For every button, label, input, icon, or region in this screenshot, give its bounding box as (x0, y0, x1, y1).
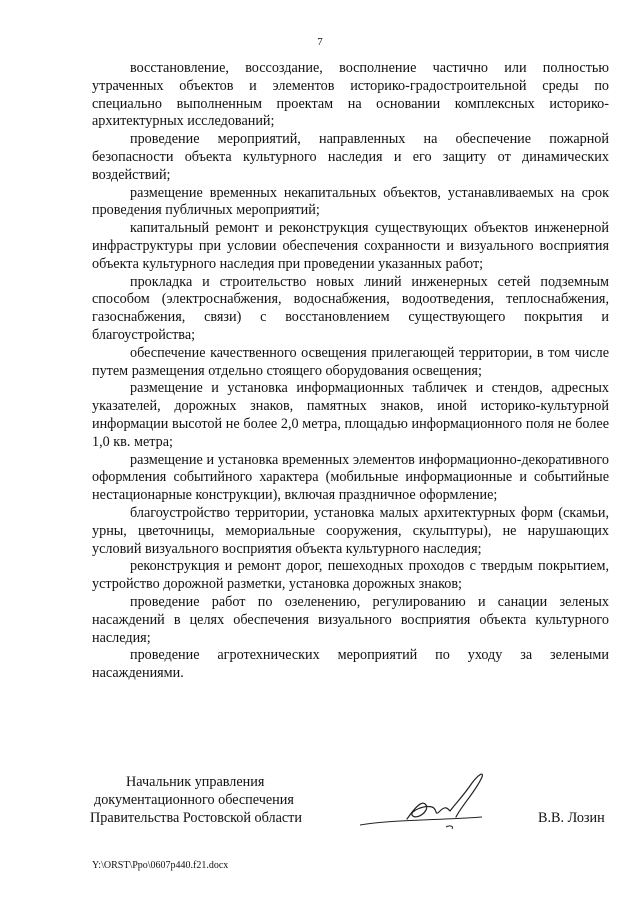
paragraph-temporary-decoration: размещение и установка временных элементов информационно-декоративного оформления событийного характера (мобильные информационные и событийные нестационарные конструкции), включая праздничное оформление; (92, 451, 609, 504)
paragraph-road-repair: реконструкция и ремонт дорог, пешеходных проходов с твердым покрытием, устройство дорожной разметки, установка дорожных знаков; (92, 558, 609, 593)
position-line-3: Правительства Ростовской области (90, 810, 302, 826)
paragraph-fire-safety: проведение мероприятий, направленных на обеспечение пожарной безопасности объекта культурного наследия и его защиту от динамических воздействий; (92, 131, 609, 183)
position-line-2: документационного обеспечения (94, 792, 294, 808)
paragraph-greening: проведение работ по озеленению, регулированию и санации зеленых насаждений в целях обеспечения визуального восприятия объекта культурного наследия; (92, 593, 609, 646)
paragraph-restoration: восстановление, воссоздание, восполнение частично или полностью утраченных объектов и элементов историко-градостроительной среды по специально выполненным проектам на основании комплексных историко-архитектурных исследований; (92, 60, 609, 130)
paragraph-information-signs: размещение и установка информационных табличек и стендов, адресных указателей, дорожных знаков, памятных знаков, иной историко-культурной информации высотой не более 2,0 метра, площадью информационного поля не более 1,0 кв. метра; (92, 380, 609, 450)
paragraph-agrotechnical: проведение агротехнических мероприятий по уходу за зелеными насаждениями. (92, 647, 609, 682)
file-path: Y:\ORST\Ppo\0607p440.f21.docx (92, 860, 229, 871)
page-number: 7 (317, 36, 323, 48)
signer-name: В.В. Лозин (538, 810, 605, 826)
handwritten-signature (352, 765, 502, 840)
paragraph-underground-networks: прокладка и строительство новых линий инженерных сетей подземным способом (электроснабжения, водоснабжения, водоотведения, теплоснабжения, газоснабжения, связи) с восстановлением существующего покрытия и благоустройства; (92, 273, 609, 343)
paragraph-temporary-objects: размещение временных некапитальных объектов, устанавливаемых на срок проведения публичных мероприятий; (92, 184, 609, 219)
signatory-position (90, 773, 302, 827)
paragraph-lighting: обеспечение качественного освещения прилегающей территории, в том числе путем размещения отдельно стоящего оборудования освещения; (92, 344, 609, 379)
paragraph-infrastructure-repair: капитальный ремонт и реконструкция существующих объектов инженерной инфраструктуры при условии обеспечения сохранности и визуального восприятия объекта культурного наследия при проведении указанных работ; (92, 220, 609, 272)
paragraph-landscaping: благоустройство территории, установка малых архитектурных форм (скамьи, урны, цветочницы, мемориальные сооружения, скульптуры), не нарушающих условий визуального восприятия объекта культурного наследия; (92, 504, 609, 557)
position-line-1: Начальник управления (126, 774, 265, 790)
document-body (92, 60, 609, 683)
